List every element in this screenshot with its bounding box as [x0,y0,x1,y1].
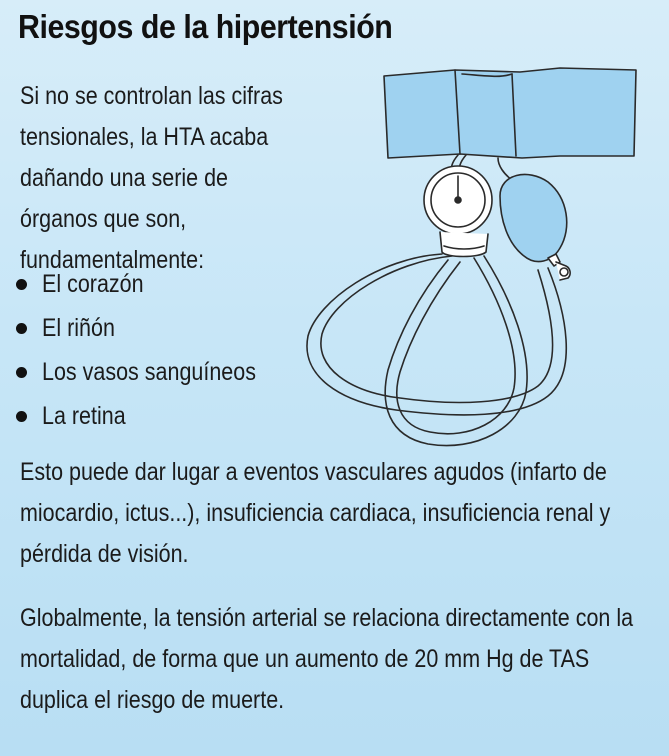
organ-label: Los vasos sanguíneos [42,358,256,386]
organ-label: El corazón [42,270,144,298]
bullet-icon [16,367,27,378]
organ-label: El riñón [42,314,115,342]
list-item [14,266,291,310]
list-item [14,310,291,354]
page-title: Riesgos de la hipertensión [18,8,393,45]
bullet-icon [16,323,27,334]
list-item [14,398,291,442]
bullet-icon [16,279,27,290]
mortality-paragraph: Globalmente, la tensión arterial se relaciona directamente con la mortalidad, de forma que un aumento de 20 mm Hg de TAS duplica el riesgo de muerte. [20,604,634,714]
organs-list [14,266,291,442]
bullet-icon [16,411,27,422]
consequences-paragraph: Esto puede dar lugar a eventos vasculares agudos (infarto de miocardio, ictus...), insuficiencia cardiaca, insuficiencia renal y pérdida de visión. [20,458,611,568]
list-item [14,354,291,398]
organ-label: La retina [42,402,126,430]
intro-text: Si no se controlan las cifras tensionales, la HTA acaba dañando una serie de órganos que son, fundamentalmente: [20,82,283,274]
sphygmomanometer-icon [300,58,650,453]
